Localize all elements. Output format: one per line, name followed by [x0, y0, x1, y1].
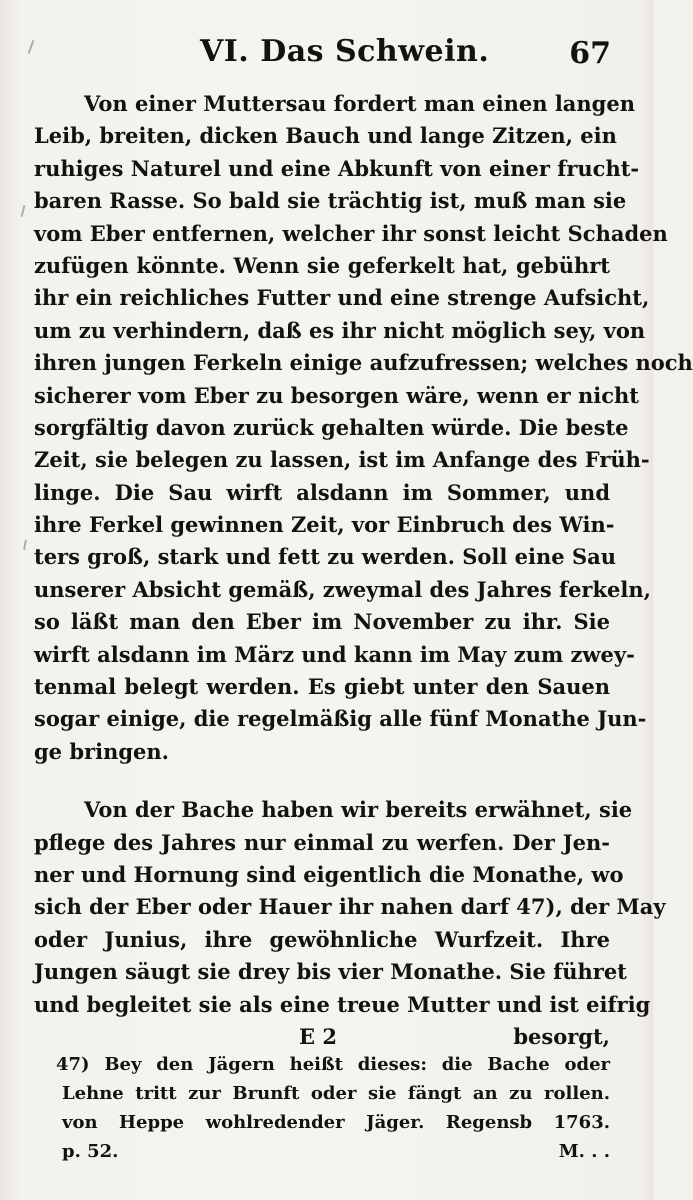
- text-line: wirft alsdann im März und kann im May zum zwey-: [34, 641, 635, 667]
- signature-mark: E 2: [299, 1023, 337, 1049]
- text-line: ihr ein reichliches Futter und eine strenge Aufsicht,: [34, 285, 650, 311]
- footnote-line: 47) Bey den Jägern heißt dieses: die Bache oder: [56, 1054, 610, 1075]
- text-line: tenmal belegt werden. Es giebt unter den Sauen: [34, 674, 610, 700]
- catchword: besorgt,: [513, 1023, 610, 1049]
- footnote-line: Lehne tritt zur Brunft oder sie fängt an zu rollen.: [62, 1083, 610, 1104]
- text-line: Von einer Muttersau fordert man einen langen: [84, 91, 635, 116]
- paragraph-gap: [34, 768, 610, 794]
- margin-speck: [23, 540, 27, 550]
- text-line: und begleitet sie als eine treue Mutter und ist eifrig: [34, 991, 651, 1017]
- paragraph-muttersau: [34, 88, 693, 768]
- text-line: Jungen säugt sie drey bis vier Monathe. Sie führet: [34, 959, 627, 985]
- footnote-line: [62, 1137, 610, 1166]
- text-line: ters groß, stark und fett zu werden. Soll eine Sau: [34, 544, 616, 570]
- main-text: [34, 88, 693, 1053]
- text-line: baren Rasse. So bald sie trächtig ist, muß man sie: [34, 188, 627, 214]
- running-header: [0, 30, 653, 80]
- text-line: unserer Absicht gemäß, zweymal des Jahres ferkeln,: [34, 576, 651, 602]
- footnote: [56, 1050, 610, 1166]
- text-line: linge. Die Sau wirft alsdann im Sommer, und: [34, 479, 610, 505]
- text-line: vom Eber entfernen, welcher ihr sonst leicht Schaden: [34, 220, 668, 246]
- paragraph-bache: [34, 794, 666, 1053]
- text-line: ge bringen.: [34, 738, 169, 764]
- text-line: sogar einige, die regelmäßig alle fünf Monathe Jun-: [34, 706, 647, 732]
- text-line: um zu verhindern, daß es ihr nicht möglich sey, von: [34, 317, 646, 343]
- text-line: pflege des Jahres nur einmal zu werfen. Der Jen-: [34, 829, 610, 855]
- text-line: zufügen könnte. Wenn sie geferkelt hat, gebührt: [34, 252, 610, 278]
- text-line: sorgfältig davon zurück gehalten würde. Die beste: [34, 414, 629, 440]
- text-line: sicherer vom Eber zu besorgen wäre, wenn er nicht: [34, 382, 640, 408]
- text-line: ihre Ferkel gewinnen Zeit, vor Einbruch des Win-: [34, 512, 615, 538]
- text-line: oder Junius, ihre gewöhnliche Wurfzeit. Ihre: [34, 926, 610, 952]
- footnote-catchword: M. . .: [558, 1141, 610, 1162]
- text-line: so läßt man den Eber im November zu ihr. Sie: [34, 609, 610, 635]
- text-line: ruhiges Naturel und eine Abkunft von einer frucht-: [34, 155, 640, 181]
- footnote-page-ref: p. 52.: [62, 1141, 119, 1162]
- text-line: Leib, breiten, dicken Bauch und lange Zitzen, ein: [34, 123, 617, 149]
- footnote-line: von Heppe wohlredender Jäger. Regensb 1763.: [62, 1112, 610, 1133]
- text-line: ner und Hornung sind eigentlich die Monathe, wo: [34, 861, 624, 887]
- text-line: Von der Bache haben wir bereits erwähnet, sie: [84, 797, 633, 823]
- signature-line: [34, 1021, 610, 1053]
- text-line: Zeit, sie belegen zu lassen, ist im Anfange des Früh-: [34, 447, 650, 473]
- text-line: sich der Eber oder Hauer ihr nahen darf 47), der May: [34, 894, 666, 920]
- chapter-title: VI. Das Schwein.: [200, 34, 490, 69]
- page-number: 67: [569, 36, 611, 71]
- margin-speck: [20, 205, 25, 217]
- text-line: ihren jungen Ferkeln einige aufzufressen; welches noch: [34, 350, 693, 376]
